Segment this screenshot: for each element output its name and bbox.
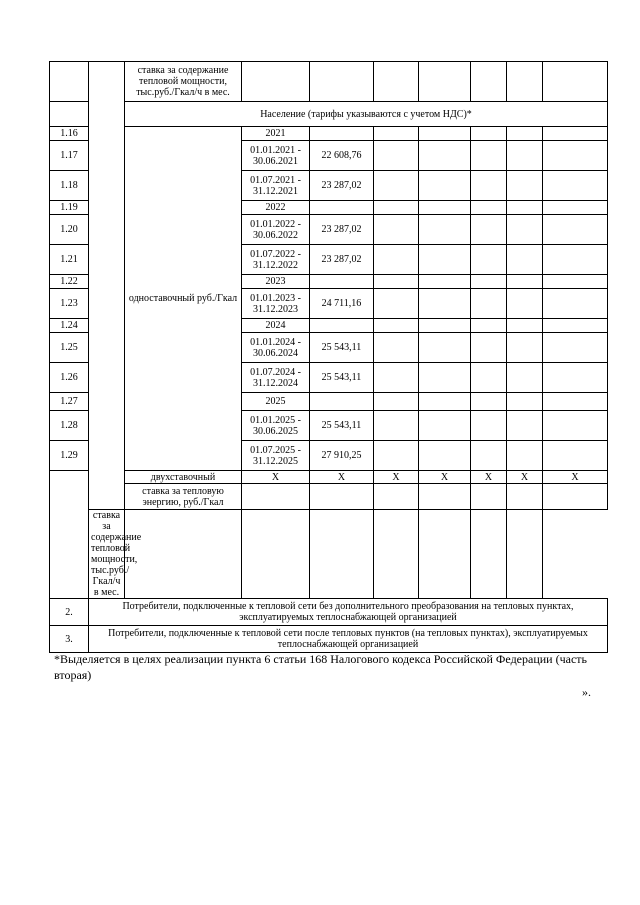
cell: [543, 333, 608, 363]
cell: [419, 393, 471, 411]
x-mark: X: [543, 471, 608, 484]
cell: [507, 245, 543, 275]
cell: [507, 510, 543, 599]
period-cell: 01.07.2025 - 31.12.2025: [242, 441, 310, 471]
cell: [471, 275, 507, 289]
cell: [419, 441, 471, 471]
cell: [543, 411, 608, 441]
cell: [419, 171, 471, 201]
period-cell: 01.07.2024 - 31.12.2024: [242, 363, 310, 393]
row-number: 3.: [50, 626, 89, 653]
tariff-value: 23 287,02: [310, 215, 374, 245]
row-number: 2.: [50, 599, 89, 626]
tariff-value: 24 711,16: [310, 289, 374, 319]
cell: [374, 510, 419, 599]
tariff-value: [310, 201, 374, 215]
row-number: 1.19: [50, 201, 89, 215]
x-mark: X: [419, 471, 471, 484]
cell: [374, 319, 419, 333]
x-mark: X: [374, 471, 419, 484]
section-header-row: [50, 102, 608, 127]
energy-rate-label: ставка за тепловую энергию, руб./Гкал: [125, 484, 242, 510]
cell: [507, 484, 543, 510]
footnote: *Выделяется в целях реализации пункта 6 статьи 168 Налогового кодекса Российской Федерации (часть вторая): [54, 652, 588, 682]
cell: [374, 127, 419, 141]
cell: [471, 510, 507, 599]
cell: [543, 484, 608, 510]
row-number: 1.27: [50, 393, 89, 411]
cell: [471, 393, 507, 411]
cell: [507, 289, 543, 319]
cell: [543, 215, 608, 245]
cell: [543, 245, 608, 275]
cell: [374, 289, 419, 319]
cell: [507, 62, 543, 102]
num-cell: [50, 62, 89, 102]
cell: [543, 275, 608, 289]
row-number: 1.18: [50, 171, 89, 201]
cell: [419, 289, 471, 319]
tariff-value: 25 543,11: [310, 333, 374, 363]
tariff-value: [310, 393, 374, 411]
cell: [419, 141, 471, 171]
cell: [374, 393, 419, 411]
x-mark: X: [310, 471, 374, 484]
cell: [374, 275, 419, 289]
cell: [471, 441, 507, 471]
cell: [543, 363, 608, 393]
cell: [471, 363, 507, 393]
row-number: 1.25: [50, 333, 89, 363]
cell: [507, 441, 543, 471]
cell: [419, 484, 471, 510]
cell: [419, 333, 471, 363]
cell: [471, 141, 507, 171]
x-mark: X: [242, 471, 310, 484]
row-number: 1.21: [50, 245, 89, 275]
row-number: 1.17: [50, 141, 89, 171]
cell: [543, 441, 608, 471]
cell: [374, 441, 419, 471]
row-number: 1.29: [50, 441, 89, 471]
row-number: 1.26: [50, 363, 89, 393]
cell: [507, 319, 543, 333]
year-cell: 2023: [242, 275, 310, 289]
tariff-value: [310, 319, 374, 333]
row-number: 1.16: [50, 127, 89, 141]
tariff-value: 23 287,02: [310, 171, 374, 201]
cell: [242, 484, 310, 510]
tariff-value: [310, 275, 374, 289]
cell: [242, 62, 310, 102]
period-cell: 01.01.2021 - 30.06.2021: [242, 141, 310, 171]
two-rate-label: двухставочный: [125, 471, 242, 484]
cell: [374, 171, 419, 201]
cell: [471, 62, 507, 102]
end-mark: ».: [582, 685, 591, 699]
x-mark: X: [471, 471, 507, 484]
cell: [471, 201, 507, 215]
cell: [507, 127, 543, 141]
cell: [419, 245, 471, 275]
cell: [507, 411, 543, 441]
blank-col-cell: [89, 62, 125, 510]
cell: [507, 215, 543, 245]
row-number: 1.22: [50, 275, 89, 289]
cell: [374, 215, 419, 245]
cell: [471, 245, 507, 275]
energy-rate-row: [50, 484, 608, 510]
cell: [543, 171, 608, 201]
consumer-text: Потребители, подключенные к тепловой сети без дополнительного преобразования на тепловых пунктах, эксплуатируемых теплоснабжающей организацией: [89, 599, 608, 626]
cell: [471, 484, 507, 510]
cell: [471, 289, 507, 319]
period-cell: 01.01.2022 - 30.06.2022: [242, 215, 310, 245]
cell: [471, 127, 507, 141]
year-cell: 2022: [242, 201, 310, 215]
cell: [310, 62, 374, 102]
two-rate-row: [50, 471, 608, 484]
cell: [543, 393, 608, 411]
cell: [543, 127, 608, 141]
cell: [419, 411, 471, 441]
cell: [471, 319, 507, 333]
cell: [310, 510, 374, 599]
cell: [419, 275, 471, 289]
row-number: 1.23: [50, 289, 89, 319]
row-number: 1.20: [50, 215, 89, 245]
cell: [507, 333, 543, 363]
cell: [419, 215, 471, 245]
cell: [471, 171, 507, 201]
cell: [419, 319, 471, 333]
cell: [374, 62, 419, 102]
num-cell: [50, 102, 89, 127]
cell: [310, 484, 374, 510]
tariff-value: 27 910,25: [310, 441, 374, 471]
tariff-value: 23 287,02: [310, 245, 374, 275]
period-cell: 01.01.2024 - 30.06.2024: [242, 333, 310, 363]
cell: [471, 411, 507, 441]
row-number: 1.28: [50, 411, 89, 441]
consumer-row: [50, 626, 608, 653]
cell: [507, 393, 543, 411]
cell: [507, 275, 543, 289]
cell: [242, 510, 310, 599]
num-cell: [50, 471, 89, 599]
cell: [543, 319, 608, 333]
cell: [374, 245, 419, 275]
consumer-text: Потребители, подключенные к тепловой сети после тепловых пунктов (на тепловых пунктах), эксплуатируемых теплоснабжающей организацией: [89, 626, 608, 653]
year-cell: 2024: [242, 319, 310, 333]
tariff-value: 25 543,11: [310, 411, 374, 441]
cell: [419, 363, 471, 393]
cell: [374, 201, 419, 215]
period-cell: 01.07.2022 - 31.12.2022: [242, 245, 310, 275]
cell: [374, 484, 419, 510]
cell: [419, 201, 471, 215]
period-cell: 01.07.2021 - 31.12.2021: [242, 171, 310, 201]
tariff-value: 25 543,11: [310, 363, 374, 393]
single-rate-label: одноставочный руб./Гкал: [125, 127, 242, 471]
capacity-rate-label: ставка за содержание тепловой мощности, тыс.руб./Гкал/ч в мес.: [89, 510, 125, 599]
cell: [543, 289, 608, 319]
section-header: Население (тарифы указываются с учетом НДС)*: [125, 102, 608, 127]
tariff-value: 22 608,76: [310, 141, 374, 171]
capacity-rate-row: [50, 62, 608, 102]
cell: [507, 171, 543, 201]
cell: [507, 363, 543, 393]
cell: [419, 127, 471, 141]
capacity-rate-row: [50, 510, 608, 599]
period-cell: 01.01.2023 - 31.12.2023: [242, 289, 310, 319]
year-cell: 2021: [242, 127, 310, 141]
cell: [543, 62, 608, 102]
cell: [374, 141, 419, 171]
cell: [125, 510, 242, 599]
cell: [374, 333, 419, 363]
cell: [543, 141, 608, 171]
cell: [507, 141, 543, 171]
x-mark: X: [507, 471, 543, 484]
cell: [419, 62, 471, 102]
tariff-row: [50, 127, 608, 141]
cell: [374, 411, 419, 441]
tariff-table: [49, 61, 608, 653]
period-cell: 01.01.2025 - 30.06.2025: [242, 411, 310, 441]
tariff-value: [310, 127, 374, 141]
row-number: 1.24: [50, 319, 89, 333]
cell: [507, 201, 543, 215]
year-cell: 2025: [242, 393, 310, 411]
cell: [543, 201, 608, 215]
cell: [471, 215, 507, 245]
cell: [471, 333, 507, 363]
consumer-row: [50, 599, 608, 626]
cell: [374, 363, 419, 393]
rate-label-cell: ставка за содержание тепловой мощности, тыс.руб./Гкал/ч в мес.: [125, 62, 242, 102]
cell: [419, 510, 471, 599]
